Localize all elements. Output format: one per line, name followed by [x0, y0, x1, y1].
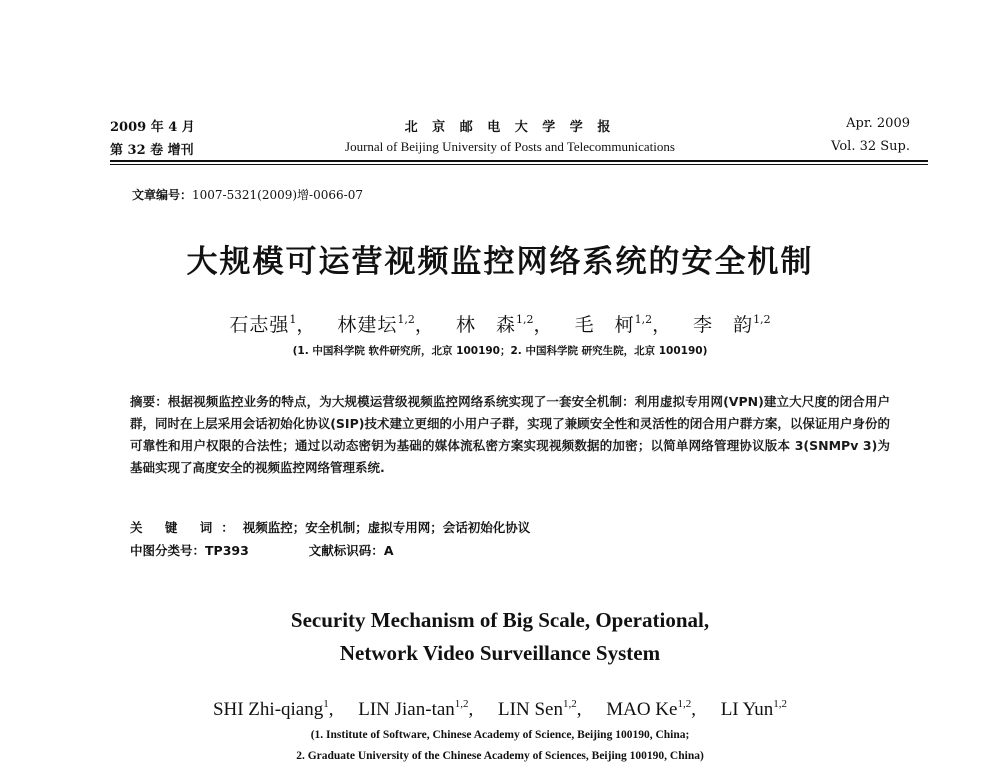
author-en-3 [498, 699, 581, 720]
author-en-sup: 1 [323, 698, 329, 710]
author-cn-name: 石志强 [229, 314, 290, 336]
author-cn-sep: ， [652, 314, 673, 336]
author-en-sup: 1,2 [454, 698, 469, 710]
author-en-sup: 1,2 [562, 698, 577, 710]
author-cn-sep: ， [296, 314, 317, 336]
author-en-1 [213, 699, 334, 720]
affiliation-cn: (1. 中国科学院 软件研究所，北京 100190；2. 中国科学院 研究生院，北京 100190) [292, 345, 708, 357]
author-cn-sup: 1,2 [397, 313, 415, 326]
title-en-line-2: Network Video Surveillance System [339, 641, 661, 665]
author-cn-sup: 1,2 [516, 313, 534, 326]
author-en-2 [358, 699, 473, 720]
author-en-sup: 1,2 [677, 698, 692, 710]
author-en-sep: , [691, 699, 696, 720]
author-cn-sup: 1 [289, 313, 297, 326]
abstract-cn [130, 391, 890, 479]
header-journal-en: Journal of Beijing University of Posts and Telecommunications [345, 139, 675, 154]
author-en-name: LIN Jian-tan [358, 699, 455, 720]
keywords-label: 关 键 词： [130, 520, 243, 535]
author-en-sep: , [468, 699, 474, 720]
header-date-cn: 2009 年 4 月 [110, 120, 195, 135]
keywords-cn [130, 518, 890, 536]
header-volume-cn: 第 32 卷 增刊 [110, 143, 194, 158]
header-rule-thin [110, 164, 928, 165]
author-cn-sep: ， [414, 314, 435, 336]
doc-code-label: 文献标识码： [308, 543, 384, 558]
author-cn-sup: 1,2 [753, 313, 771, 326]
abstract-text: 根据视频监控业务的特点，为大规模运营级视频监控网络系统实现了一套安全机制：利用虚拟专用网(VPN)建立大尺度的闭合用户群，同时在上层采用会话初始化协议(SIP)技术建立更细的小用户子群，实现了兼顾安全性和灵活性的闭合用户群方案，以保证用户身份的可靠性和用户权限的合法性；通过以动态密钥为基础的媒体流私密方案实现视频数据的加密；以简单网络管理协议版本 3(SNMPv 3)为基础实现了高度安全的视频监控网络管理系统. [130, 394, 890, 475]
author-cn-sep: ， [533, 314, 554, 336]
author-en-name: SHI Zhi-qiang [212, 699, 324, 720]
affiliation-en-2: 2. Graduate University of the Chinese Academy of Sciences, Beijing 100190, China) [296, 750, 704, 762]
author-cn-5 [693, 314, 771, 336]
author-en-sep: , [328, 699, 334, 720]
author-cn-name: 李 韵 [693, 314, 754, 336]
author-en-4 [606, 699, 696, 720]
authors-en [0, 698, 1000, 721]
clc-value: TP393 [205, 543, 249, 558]
header-date-en: Apr. 2009 [846, 116, 910, 131]
author-cn-4 [575, 314, 673, 336]
authors-cn [0, 310, 1000, 337]
author-en-sep: , [576, 699, 582, 720]
author-en-sup: 1,2 [773, 698, 788, 710]
doc-code-value: A [383, 543, 394, 558]
header-row-bottom [110, 139, 910, 159]
author-en-name: MAO Ke [606, 699, 678, 720]
article-number-value: 1007-5321(2009)增-0066-07 [192, 188, 363, 202]
classification [130, 541, 890, 559]
affiliation-en-1: (1. Institute of Software, Chinese Academy of Science, Beijing 100190, China; [310, 729, 690, 741]
author-cn-3 [456, 314, 554, 336]
title-en [0, 604, 1000, 670]
header-rule-thick [110, 160, 928, 162]
author-cn-sup: 1,2 [634, 313, 653, 326]
article-number [132, 186, 363, 203]
author-cn-name: 毛 柯 [574, 314, 635, 336]
clc-label: 中图分类号： [130, 543, 206, 558]
title-cn: 大规模可运营视频监控网络系统的安全机制 [186, 244, 814, 280]
title-en-line-1: Security Mechanism of Big Scale, Operational, [290, 608, 710, 632]
author-cn-2 [337, 314, 435, 336]
author-en-name: LIN Sen [498, 699, 563, 720]
author-en-5 [721, 699, 787, 720]
header-row-top [110, 116, 910, 136]
header-volume-en: Vol. 32 Sup. [831, 139, 910, 154]
header-journal-cn: 北 京 邮 电 大 学 学 报 [404, 120, 616, 135]
keywords-text: 视频监控；安全机制；虚拟专用网；会话初始化协议 [242, 520, 531, 535]
author-cn-1 [229, 314, 316, 336]
author-cn-name: 林建坛 [337, 314, 398, 336]
article-number-label: 文章编号： [132, 188, 193, 202]
author-cn-name: 林 森 [455, 314, 516, 336]
author-en-name: LI Yun [720, 699, 774, 720]
abstract-label: 摘要： [130, 394, 168, 409]
